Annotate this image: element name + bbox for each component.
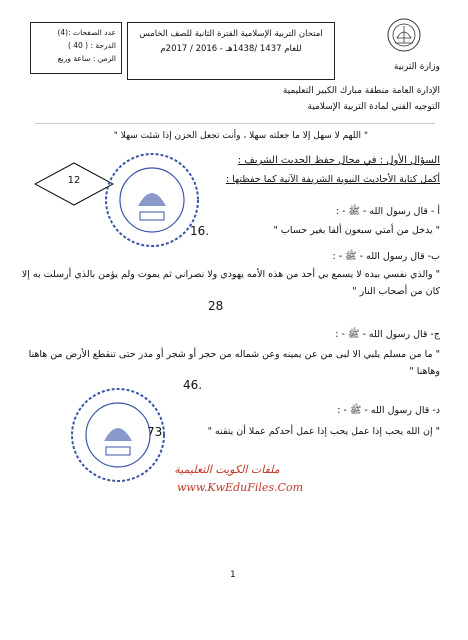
grade: الدرجة : ( 40 ) <box>67 41 116 50</box>
department-line: التوجيه الفني لمادة التربية الإسلامية <box>307 102 440 112</box>
hadith-d-number: 73. <box>147 425 167 439</box>
hadith-c-number: 46. <box>183 378 203 392</box>
score-mark: 12 <box>67 175 81 186</box>
exam-info-box <box>30 22 122 74</box>
question-title: السؤال الأول : في مجال حفظ الحديث الشريف : <box>237 155 440 166</box>
hadith-b-number: 28 <box>208 299 224 313</box>
page-number: 1 <box>230 570 236 580</box>
hadith-b-text: " والذي نفسي بيده لا يسمع بي أحد من هذه الأمه يهودي ولا نصراني ثم يموت ولم يؤمن بالذي أرسلت به إلا كان من أصحاب النار " <box>21 269 440 297</box>
hadith-a-text: " يدخل من أمتي سبعون ألفا بغير حساب " <box>273 225 440 236</box>
hadith-a-number: 16. <box>190 224 210 238</box>
opening-supplication: " اللهم لا سهل إلا ما جعلته سهلا ، وأنت تجعل الحزن إذا شئت سهلا " <box>113 131 368 141</box>
official-stamp-icon <box>68 385 168 485</box>
site-url[interactable]: www.KwEduFiles.Com <box>176 481 304 494</box>
ministry-emblem-icon <box>385 16 423 54</box>
question-instruction: أكمل كتابة الأحاديث النبوية الشريفة الآتية كما حفظتها : <box>225 174 440 185</box>
directorate-line: الإدارة العامة منطقة مبارك الكبير التعليمية <box>282 86 440 96</box>
exam-year: للعام 1437 /1438هـ - 2016 / 2017م <box>160 44 302 54</box>
hadith-a-intro: أ - قال رسول الله - ﷺ - : <box>335 206 440 217</box>
hadith-c-text: " ما من مسلم يلبي الا لبى من عن يمينه وعن شماله من حجر أو شجر أو مدر حتى تنقطع الأرض من هاهنا وهاهنا " <box>28 349 440 377</box>
pages-count: عدد الصفحات :(4) <box>57 28 116 37</box>
exam-title-box <box>127 22 335 80</box>
hadith-d-text: " إن الله يحب إذا عمل يحب إذا عمل أحدكم عملا أن يتقنه " <box>207 426 440 437</box>
hadith-d-intro: د- قال رسول الله - ﷺ - : <box>337 405 440 416</box>
hadith-c-intro: ج- قال رسول الله - ﷺ - : <box>335 329 440 340</box>
site-name: ملفات الكويت التعليمية <box>174 463 280 476</box>
hadith-b-intro: ب- قال رسول الله - ﷺ - : <box>332 251 440 262</box>
divider <box>35 123 435 124</box>
ministry-name: وزارة التربية <box>393 62 440 72</box>
duration: الزمن : ساعة وربع <box>57 54 116 63</box>
exam-title: امتحان التربية الإسلامية الفترة الثانية للصف الخامس <box>139 29 323 39</box>
